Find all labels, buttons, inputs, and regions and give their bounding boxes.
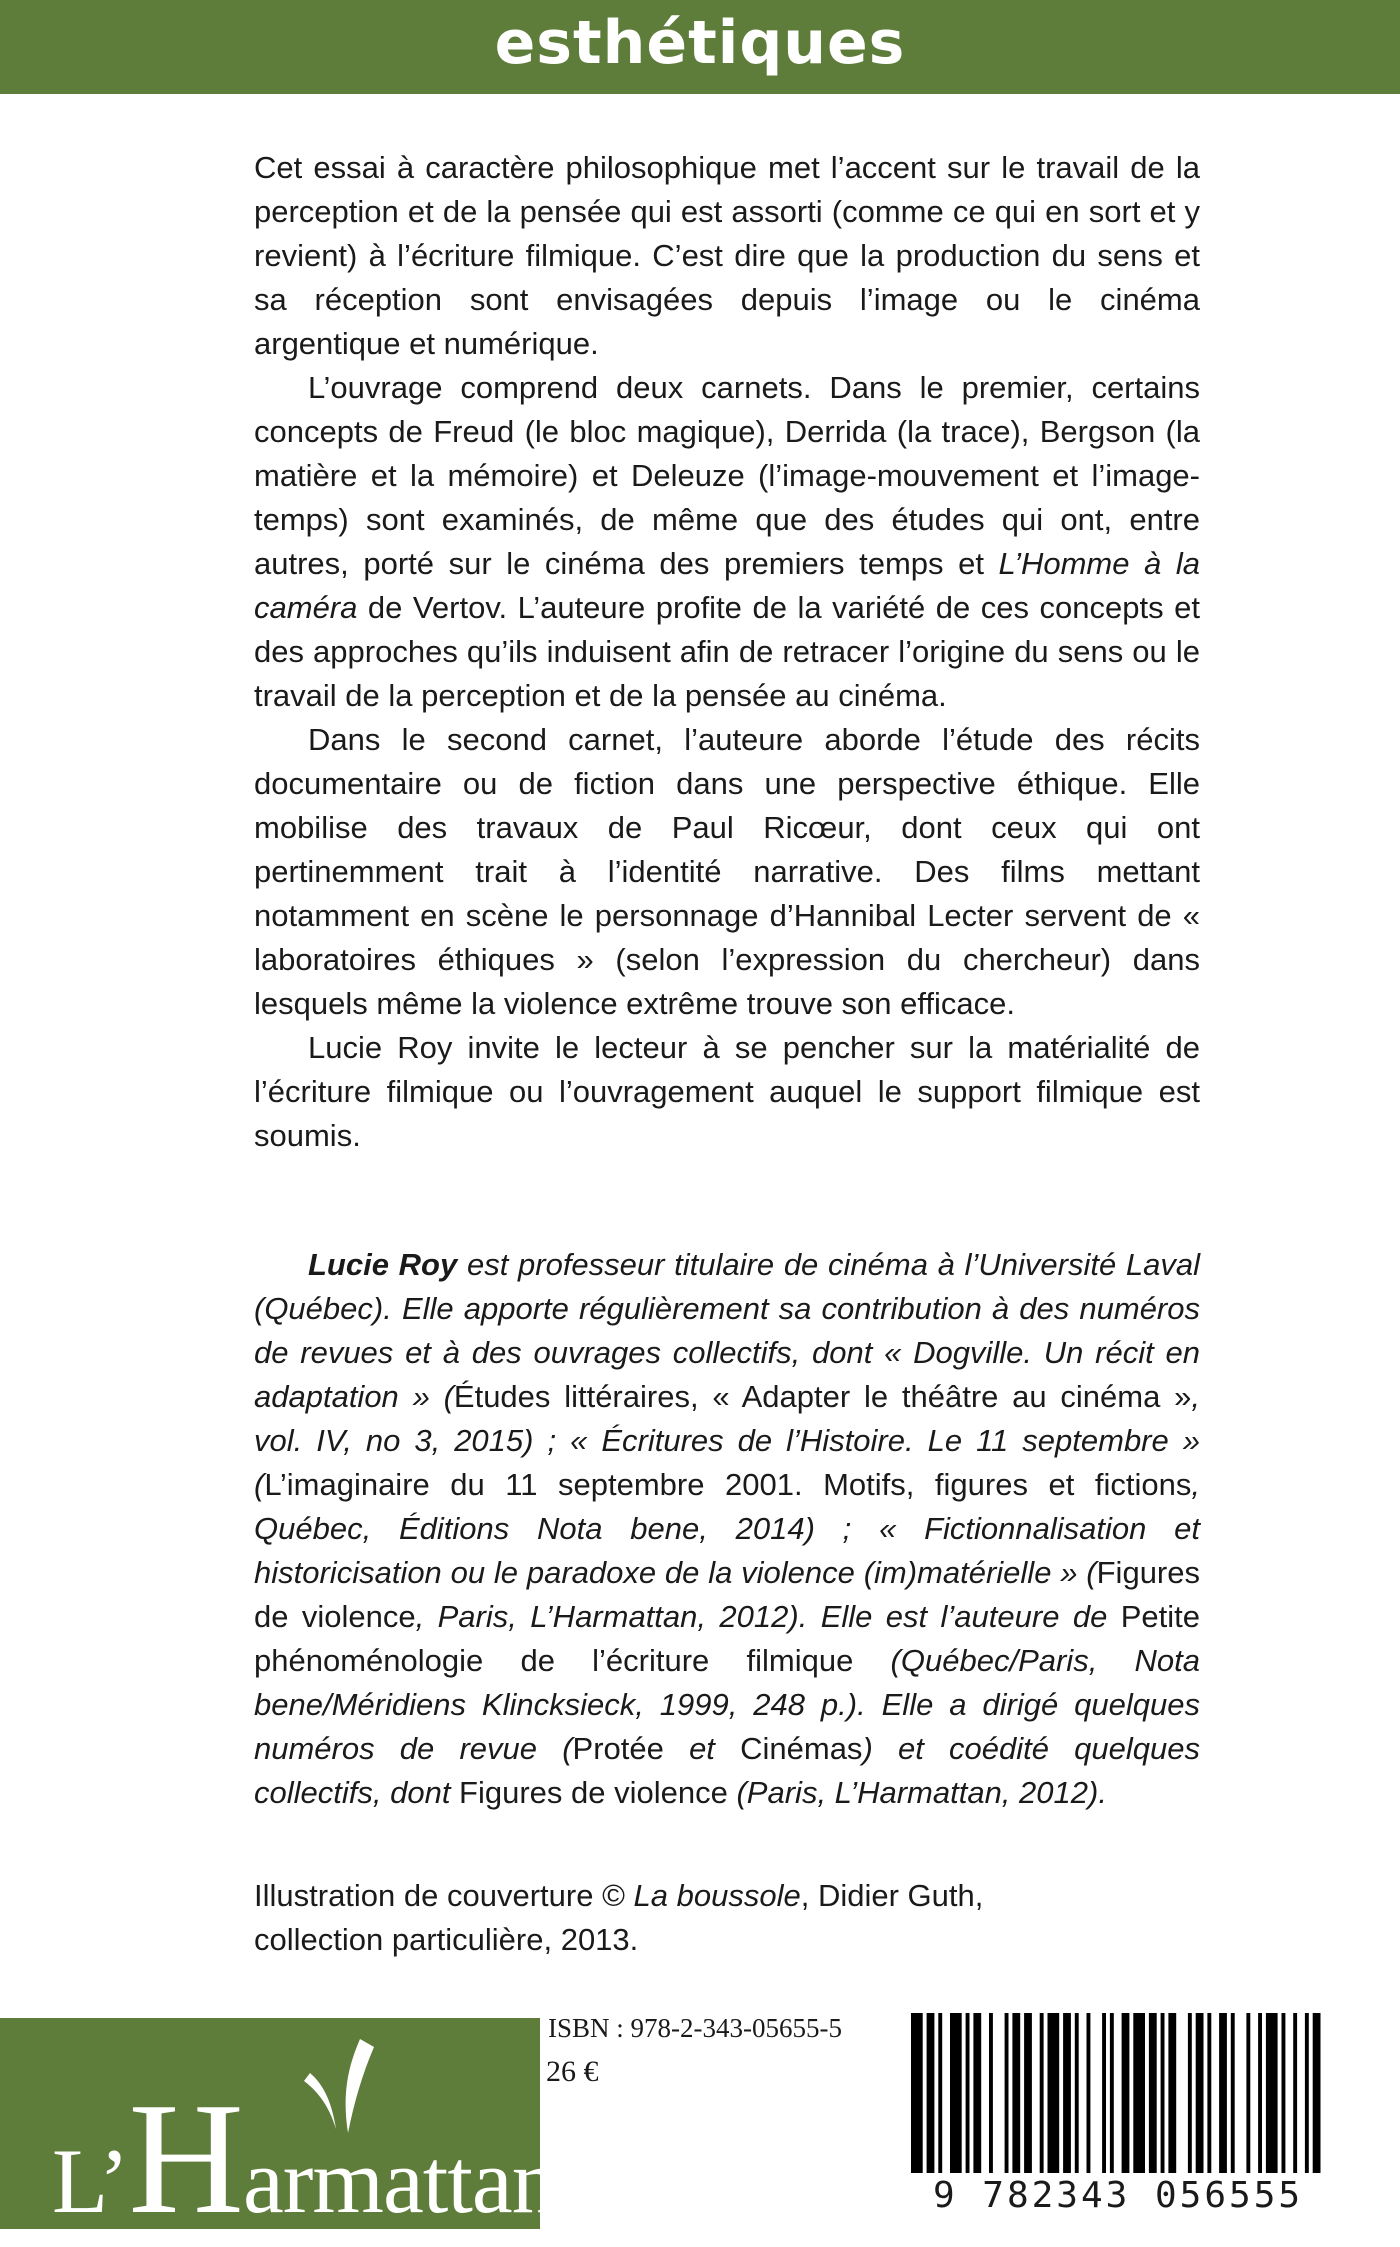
abstract-text [254, 146, 1200, 1158]
barcode-bar [1024, 2013, 1032, 2173]
bio-upright-2: L’imaginaire du 11 septembre 2001. Motifs, figures et fictions [264, 1467, 1192, 1502]
barcode-bar [1040, 2013, 1044, 2173]
isbn: ISBN : 978-2-343-05655-5 [548, 2013, 842, 2043]
barcode-bar [1282, 2013, 1286, 2173]
barcode-bar [989, 2013, 993, 2173]
barcode-bar [938, 2013, 942, 2173]
bio-upright-3: Figures de violence [254, 1555, 1200, 1634]
credit-text-start: Illustration de couverture © [254, 1878, 634, 1913]
abstract-paragraph-2-start: L’ouvrage comprend deux carnets. Dans le premier, certains concepts de Freud (le bloc magique), Derrida (la trace), Bergson (la matière et la mémoire) et Deleuze (l’image-mouvement et l’image-temps) sont examinés, de même que des études qui ont, entre autres, porté sur le cinéma des premiers temps et [254, 370, 1200, 581]
barcode-digits: 9 782343 056555 [932, 2175, 1304, 2216]
logo-l: L’ [52, 2130, 129, 2232]
series-title: esthétiques [494, 8, 906, 78]
barcode-bar [1012, 2013, 1020, 2173]
barcode-bar [1133, 2013, 1145, 2173]
bio-text-8: (Paris, L’Harmattan, 2012). [727, 1775, 1107, 1810]
barcode-bar [1161, 2013, 1165, 2173]
barcode-bar [1063, 2013, 1071, 2173]
cover-credit [254, 1874, 1200, 1962]
barcode [905, 2013, 1331, 2173]
barcode-bar [1005, 2013, 1009, 2173]
barcode-bar [1168, 2013, 1176, 2173]
barcode-bar [1219, 2013, 1227, 2173]
barcode-bar [1313, 2013, 1321, 2173]
barcode-bar [966, 2013, 970, 2173]
artwork-title: La boussole [633, 1878, 801, 1913]
barcode-bar [1075, 2013, 1079, 2173]
barcode-bar [1246, 2013, 1250, 2173]
barcode-bar [1188, 2013, 1192, 2173]
bio-text-3: , Québec, Éditions Nota bene, 2014) ; « Fictionnalisation et historicisation ou le paradoxe de la violence (im)matérielle » ( [254, 1467, 1200, 1590]
abstract-paragraph-2-end: de Vertov. L’auteure profite de la variété de ces concepts et des approches qu’ils induisent afin de retracer l’origine du sens ou le travail de la perception et de la pensée au cinéma. [254, 590, 1200, 713]
barcode-bar [1293, 2013, 1297, 2173]
bio-upright-4: Petite phénoménologie de l’écriture filmique [254, 1599, 1200, 1678]
logo-rest: armattan [242, 2130, 557, 2232]
bio-text-2: , vol. IV, no 3, 2015) ; « Écritures de l’Histoire. Le 11 septembre » ( [254, 1379, 1200, 1502]
barcode-bar [1122, 2013, 1130, 2173]
barcode-bar [1102, 2013, 1106, 2173]
abstract-paragraph-4: Lucie Roy invite le lecteur à se pencher sur la matérialité de l’écriture filmique ou l’ouvragement auquel le support filmique est soumis. [254, 1030, 1200, 1153]
barcode-bar [1087, 2013, 1091, 2173]
barcode-bar [950, 2013, 962, 2173]
barcode-bar [1149, 2013, 1157, 2173]
barcode-bar [1048, 2013, 1060, 2173]
credit-text-end: , Didier Guth, [800, 1878, 984, 1913]
barcode-bar [1196, 2013, 1204, 2173]
abstract-paragraph-1: Cet essai à caractère philosophique met l’accent sur le travail de la perception et de la pensée qui est assorti (comme ce qui en sort et y revient) à l’écriture filmique. C’est dire que la production du sens et sa réception sont envisagées depuis l’image ou le cinéma argentique et numérique. [254, 150, 1200, 361]
author-name: Lucie Roy [308, 1247, 458, 1282]
bio-upright-6: Cinémas [740, 1731, 863, 1766]
logo-h: H [128, 2069, 243, 2247]
bio-upright-1: Études littéraires, « Adapter le théâtre au cinéma » [453, 1379, 1192, 1414]
barcode-bar [1305, 2013, 1309, 2173]
bio-text-5: (Québec/Paris, Nota bene/Méridiens Klincksieck, 1999, 248 p.). Elle a dirigé quelques numéros de revue ( [254, 1643, 1201, 1766]
author-bio-paragraph [254, 1243, 1200, 1815]
abstract-paragraph-3: Dans le second carnet, l’auteure aborde l’étude des récits documentaire ou de fiction dans une perspective éthique. Elle mobilise des travaux de Paul Ricœur, dont ceux qui ont pertinemment trait à l’identité narrative. Des films mettant notamment en scène le personnage d’Hannibal Lecter servent de « laboratoires éthiques » (selon l’expression du chercheur) dans lesquels même la violence extrême trouve son efficace. [254, 722, 1200, 1021]
author-bio [254, 1243, 1200, 1815]
publisher-logo [52, 2069, 557, 2247]
barcode-bar [927, 2013, 935, 2173]
bio-upright-5: Protée [572, 1731, 664, 1766]
bio-upright-7: Figures de violence [459, 1775, 728, 1810]
cover-credit-line-2: collection particulière, 2013. [254, 1922, 639, 1957]
barcode-bar [1231, 2013, 1235, 2173]
barcode-bar [911, 2013, 923, 2173]
bio-text-6: et [663, 1731, 741, 1766]
barcode-bar [1207, 2013, 1211, 2173]
cover-credit-line-1 [254, 1874, 1200, 1918]
abstract-paragraph-2 [254, 366, 1200, 718]
barcode-bar [1258, 2013, 1262, 2173]
film-title: L’Homme à la caméra [254, 546, 1200, 625]
bio-text-7: ) et coédité quelques collectifs, dont [254, 1731, 1200, 1810]
barcode-bar [1266, 2013, 1278, 2173]
bio-text-4: , Paris, L’Harmattan, 2012). Elle est l’auteure de [415, 1599, 1121, 1634]
barcode-bar [973, 2013, 981, 2173]
price: 26 € [546, 2055, 599, 2088]
bio-text-1: est professeur titulaire de cinéma à l’Université Laval (Québec). Elle apporte régulièrement sa contribution à des numéros de revues et à des ouvrages collectifs, dont « Dogville. Un récit en adaptation » ( [254, 1247, 1200, 1414]
barcode-bar [1110, 2013, 1114, 2173]
